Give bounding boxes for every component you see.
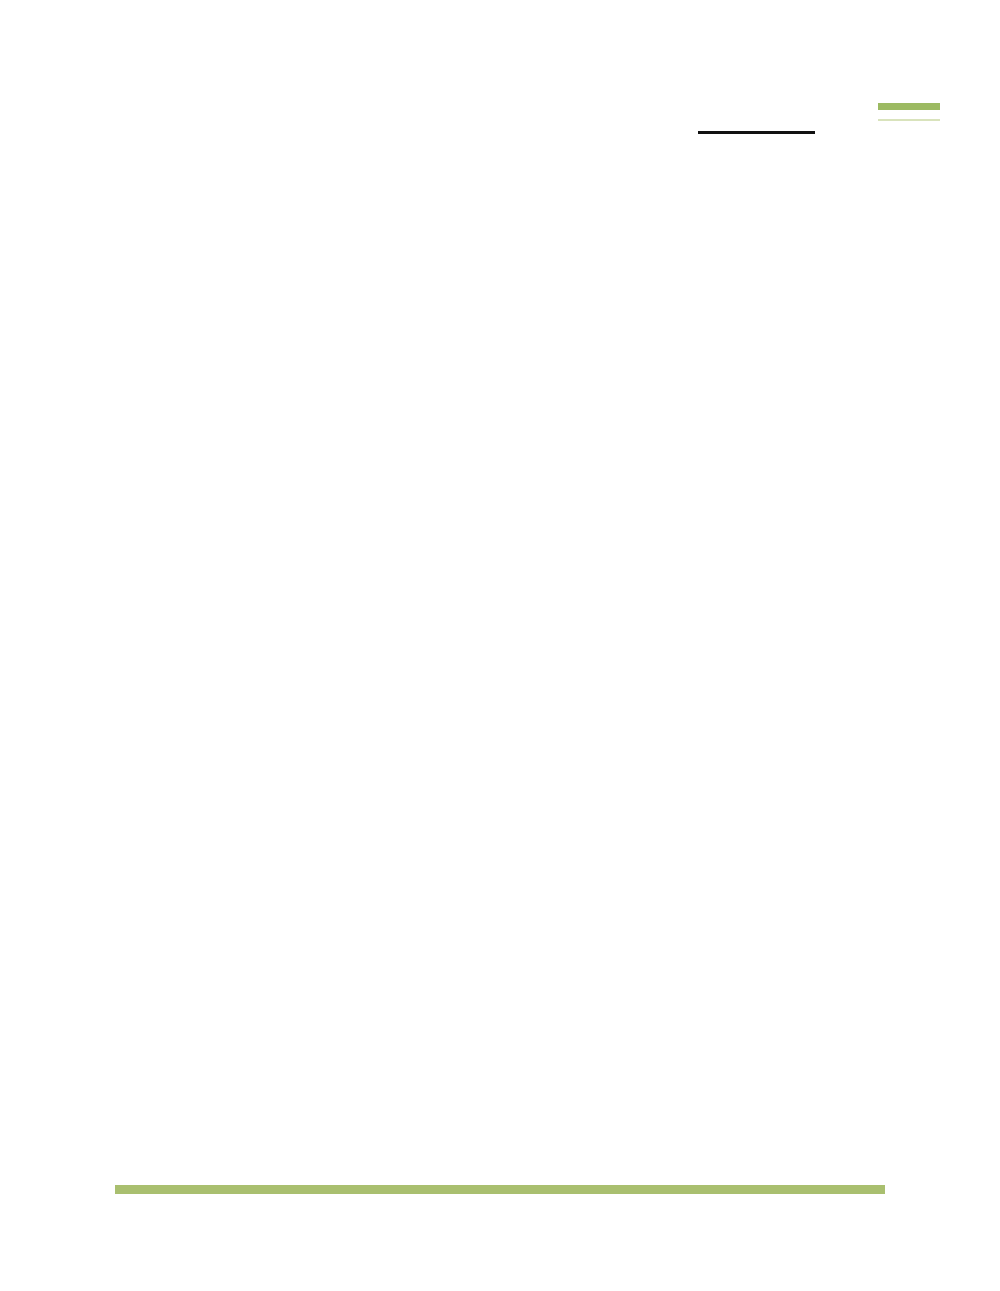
date-due-blank-line	[698, 131, 815, 134]
footer-green-bar	[115, 1185, 885, 1194]
measuring-cylinders-diagram	[250, 800, 810, 1090]
page-number-top-bar	[878, 103, 940, 110]
page-number-block	[878, 103, 940, 121]
page-number-bottom-line	[878, 119, 940, 121]
